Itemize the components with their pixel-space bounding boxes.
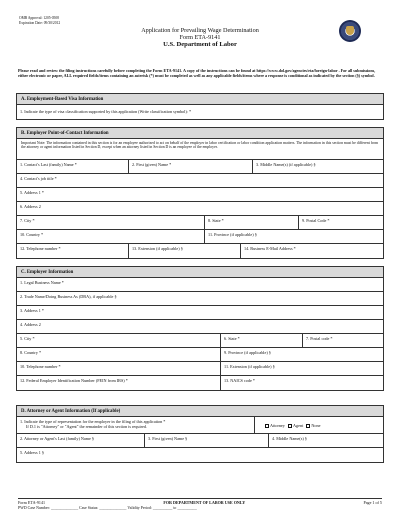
omb-info xyxy=(19,16,60,25)
pwd-case-line: PWD Case Number: ______________ Case Status: ______________ Validity Period: __________ to __________ xyxy=(18,506,197,510)
section-d-title: D. Attorney or Agent Information (If applicable) xyxy=(17,406,383,417)
employer-postal-code-field[interactable]: 7. Postal code * xyxy=(306,336,333,341)
agent-middle-name-field[interactable]: 4. Middle Name(s) § xyxy=(272,436,307,441)
employer-city-field[interactable]: 5. City * xyxy=(17,334,221,347)
contact-address1-field[interactable]: 5. Address 1 * xyxy=(20,190,44,195)
agent-address1-field[interactable]: 5. Address 1 § xyxy=(20,450,44,455)
employer-telephone-field[interactable]: 10. Telephone number * xyxy=(17,362,221,375)
employer-state-field[interactable]: 6. State * xyxy=(221,334,303,347)
section-d xyxy=(16,405,384,463)
employer-address2-field[interactable]: 4. Address 2 xyxy=(20,322,41,327)
representation-type-options xyxy=(255,417,383,433)
section-a xyxy=(16,93,384,120)
contact-middle-name-field[interactable]: 3. Middle Name(s) (if applicable) § xyxy=(256,162,316,167)
form-title: Application for Prevailing Wage Determination xyxy=(141,27,259,34)
section-b-note: Important Note: The information contained in this section is for an employee authorized to act on behalf of the employer in labor certification or labor condition application matters. The information in this section must be different from the attorney or agent information listed in Section D, except when an attorney listed in Section D is an employee of the employer. xyxy=(17,139,383,160)
none-option-label: None xyxy=(311,423,321,428)
section-b xyxy=(16,127,384,259)
contact-job-title-field[interactable]: 4. Contact's job title * xyxy=(20,176,57,181)
attorney-option[interactable] xyxy=(265,423,285,428)
representation-type-label: 1. Indicate the type of representation for the employer in the filing of this application * xyxy=(20,419,166,424)
form-number: Form ETA-9141 xyxy=(179,34,221,42)
dol-seal-logo xyxy=(339,20,361,42)
employer-fein-field[interactable]: 12. Federal Employer Identification Number (FEIN from IRS) * xyxy=(17,376,221,390)
agent-first-name-field[interactable]: 3. First (given) Name § xyxy=(145,434,269,447)
contact-country-field[interactable]: 10. Country * xyxy=(17,230,205,243)
filing-instructions: Please read and review the filing instructions carefully before completing the Form ETA-9141. A copy of the instructions can be found at https://www.dol.gov/agencies/eta/foreign-labor . For all submissions, either electronic or paper, ALL required fields/items containing an asterisk (*) must be completed as well as any applicable fields/items where a response is conditional as indicated by the section (§) symbol. xyxy=(18,68,376,79)
none-option[interactable] xyxy=(306,423,320,428)
agent-checkbox[interactable] xyxy=(288,424,292,428)
employer-country-field[interactable]: 8. Country * xyxy=(17,348,221,361)
employer-address1-field[interactable]: 3. Address 1 * xyxy=(20,308,44,313)
visa-classification-field[interactable]: 1. Indicate the type of visa classification supported by this application (Write classification symbol): * xyxy=(20,109,192,114)
agent-option-label: Agent xyxy=(293,423,304,428)
trade-name-field[interactable]: 2. Trade Name/Doing Business As (DBA), if applicable § xyxy=(20,294,117,299)
footer-page-number: Page 1 of 5 xyxy=(363,500,382,505)
contact-telephone-field[interactable]: 12. Telephone number * xyxy=(17,244,129,258)
agent-option[interactable] xyxy=(288,423,303,428)
employer-naics-field[interactable]: 13. NAICS code * xyxy=(224,378,255,383)
contact-extension-field[interactable]: 13. Extension (if applicable) § xyxy=(129,244,241,258)
contact-last-name-field[interactable]: 1. Contact's Last (family) Name * xyxy=(17,160,129,173)
department-name: U.S. Department of Labor xyxy=(163,41,237,49)
omb-approval: OMB Approval: 1205-0508 xyxy=(19,16,59,20)
employer-extension-field[interactable]: 11. Extension (if applicable) § xyxy=(224,364,275,369)
section-c xyxy=(16,266,384,391)
contact-postal-code-field[interactable]: 9. Postal Code * xyxy=(302,218,330,223)
section-b-title: B. Employer Point-of-Contact Information xyxy=(17,128,383,139)
employer-province-field[interactable]: 9. Province (if applicable) § xyxy=(224,350,271,355)
representation-type-question xyxy=(17,417,255,433)
none-checkbox[interactable] xyxy=(306,424,310,428)
contact-state-field[interactable]: 8. State * xyxy=(205,216,299,229)
footer-dol-use-only: FOR DEPARTMENT OF LABOR USE ONLY xyxy=(163,500,246,505)
contact-email-field[interactable]: 14. Business E-Mail Address * xyxy=(244,246,296,251)
contact-province-field[interactable]: 11. Province (if applicable) § xyxy=(208,232,257,237)
attorney-option-label: Attorney xyxy=(270,423,285,428)
representation-type-note: If D.1 is "Attorney" or "Agent" the remainder of this section is required. xyxy=(26,424,148,429)
section-a-title: A. Employment-Based Visa Information xyxy=(17,94,383,105)
contact-first-name-field[interactable]: 2. First (given) Name * xyxy=(129,160,253,173)
contact-city-field[interactable]: 7. City * xyxy=(17,216,205,229)
section-c-title: C. Employer Information xyxy=(17,267,383,278)
omb-expiration: Expiration Date: 09/30/2012 xyxy=(19,20,61,25)
agent-last-name-field[interactable]: 2. Attorney or Agent's Last (family) Name § xyxy=(17,434,145,447)
footer-form-number: Form ETA-9141 xyxy=(18,500,46,505)
page-footer xyxy=(18,498,382,505)
contact-address2-field[interactable]: 6. Address 2 xyxy=(20,204,41,209)
attorney-checkbox[interactable] xyxy=(265,424,269,428)
legal-business-name-field[interactable]: 1. Legal Business Name * xyxy=(20,280,64,285)
